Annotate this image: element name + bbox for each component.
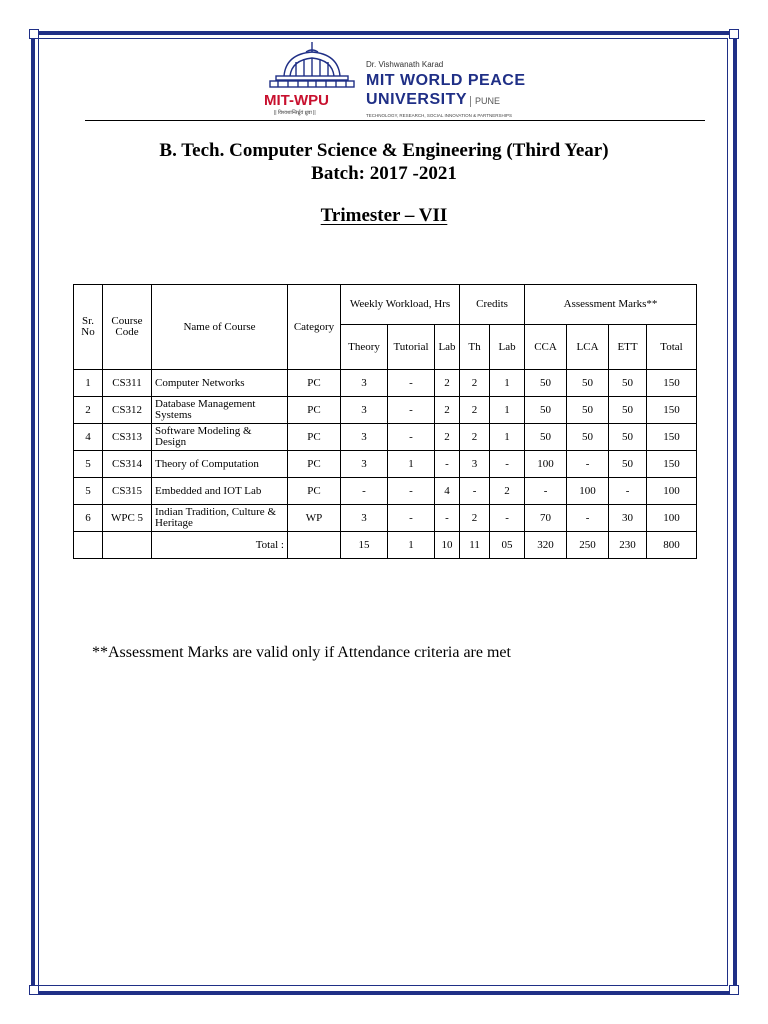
header-total: Total [647,325,697,370]
university-name-line2: UNIVERSITY [366,91,468,108]
border-corner [729,985,739,995]
cell-sr: 1 [74,370,103,397]
header-credit-lab: Lab [490,325,525,370]
cell-lab: - [435,451,460,478]
cell-ett: 50 [609,424,647,451]
cell-credit-lab: 1 [490,424,525,451]
cell-theory: 3 [341,397,388,424]
cell-lab: 2 [435,397,460,424]
total-ett: 230 [609,532,647,559]
cell-sr: 2 [74,397,103,424]
table-row [74,397,697,424]
cell-code: CS315 [103,478,152,505]
cell-theory: 3 [341,424,388,451]
header-theory: Theory [341,325,388,370]
cell-th: - [460,478,490,505]
cell-lab: 2 [435,370,460,397]
university-city: PUNE [470,96,500,107]
cell-ett: 50 [609,397,647,424]
cell-cca: - [525,478,567,505]
border-corner [29,29,39,39]
cell-th: 2 [460,505,490,532]
university-tagline: TECHNOLOGY, RESEARCH, SOCIAL INNOVATION & PARTNERSHIPS [366,113,512,118]
header-lab: Lab [435,325,460,370]
cell-course-name: Database Management Systems [152,397,288,424]
founder-name: Dr. Vishwanath Karad [366,60,444,69]
total-total: 800 [647,532,697,559]
header-assessment-marks: Assessment Marks** [525,285,697,325]
total-credit-lab: 05 [490,532,525,559]
cell-category: WP [288,505,341,532]
header-sr-no: Sr. No [74,285,103,370]
header-rule [85,120,705,121]
cell-code: CS311 [103,370,152,397]
cell-tutorial: - [388,478,435,505]
cell-th: 2 [460,424,490,451]
header-cca: CCA [525,325,567,370]
cell-theory: - [341,478,388,505]
cell-cca: 50 [525,397,567,424]
cell-credit-lab: 2 [490,478,525,505]
cell-credit-lab: - [490,451,525,478]
cell-credit-lab: 1 [490,370,525,397]
cell-course-name: Indian Tradition, Culture & Heritage [152,505,288,532]
cell-tutorial: - [388,370,435,397]
cell-total: 150 [647,370,697,397]
cell-lca: 50 [567,424,609,451]
cell-credit-lab: 1 [490,397,525,424]
cell-code: CS314 [103,451,152,478]
cell-total: 150 [647,424,697,451]
cell-code: WPC 5 [103,505,152,532]
cell-code: CS312 [103,397,152,424]
total-tutorial: 1 [388,532,435,559]
term-title [0,205,768,227]
cell-category: PC [288,451,341,478]
cell-th: 2 [460,370,490,397]
header-lca: LCA [567,325,609,370]
header-name-of-course: Name of Course [152,285,288,370]
header-category: Category [288,285,341,370]
cell-lca: 50 [567,370,609,397]
cell-total: 100 [647,478,697,505]
cell-category: PC [288,370,341,397]
total-theory: 15 [341,532,388,559]
border-corner [29,985,39,995]
total-cca: 320 [525,532,567,559]
total-lca: 250 [567,532,609,559]
cell-lab: 2 [435,424,460,451]
header-ett: ETT [609,325,647,370]
cell-cca: 50 [525,424,567,451]
cell-course-name: Theory of Computation [152,451,288,478]
cell-empty [103,532,152,559]
assessment-footnote: **Assessment Marks are valid only if Attendance criteria are met [92,644,511,661]
cell-category: PC [288,397,341,424]
total-lab: 10 [435,532,460,559]
cell-course-name: Embedded and IOT Lab [152,478,288,505]
cell-ett: - [609,478,647,505]
term-title-text: Trimester – VII [320,205,448,226]
cell-lca: 100 [567,478,609,505]
cell-theory: 3 [341,505,388,532]
cell-code: CS313 [103,424,152,451]
header-course-code: Course Code [103,285,152,370]
cell-credit-lab: - [490,505,525,532]
table-row [74,451,697,478]
cell-tutorial: - [388,424,435,451]
header-th: Th [460,325,490,370]
cell-theory: 3 [341,370,388,397]
course-table [73,284,697,559]
cell-lca: 50 [567,397,609,424]
university-logo [262,40,542,120]
cell-sr: 6 [74,505,103,532]
cell-empty [74,532,103,559]
cell-tutorial: 1 [388,451,435,478]
table-row [74,478,697,505]
university-name-line1: MIT WORLD PEACE [366,72,526,89]
cell-lca: - [567,505,609,532]
cell-th: 3 [460,451,490,478]
cell-theory: 3 [341,451,388,478]
total-th: 11 [460,532,490,559]
cell-tutorial: - [388,505,435,532]
totals-row [74,532,697,559]
header-credits: Credits [460,285,525,325]
logo-motto: || विश्वशान्तिर्ध्रुवं ध्रुवा || [274,110,316,116]
cell-th: 2 [460,397,490,424]
cell-lca: - [567,451,609,478]
cell-sr: 4 [74,424,103,451]
program-title: B. Tech. Computer Science & Engineering (Third Year) [159,140,609,161]
table-row [74,505,697,532]
cell-ett: 50 [609,370,647,397]
cell-total: 150 [647,451,697,478]
cell-tutorial: - [388,397,435,424]
cell-empty [288,532,341,559]
batch-title: Batch: 2017 -2021 [311,163,457,184]
dome-logo-icon [262,40,362,92]
cell-course-name: Software Modeling & Design [152,424,288,451]
mit-wpu-wordmark: MIT-WPU [264,92,329,109]
cell-total: 100 [647,505,697,532]
table-row [74,370,697,397]
cell-total: 150 [647,397,697,424]
cell-sr: 5 [74,451,103,478]
cell-cca: 100 [525,451,567,478]
header-weekly-workload: Weekly Workload, Hrs [341,285,460,325]
cell-cca: 70 [525,505,567,532]
cell-category: PC [288,478,341,505]
cell-category: PC [288,424,341,451]
cell-sr: 5 [74,478,103,505]
cell-ett: 30 [609,505,647,532]
cell-cca: 50 [525,370,567,397]
border-corner [729,29,739,39]
cell-lab: 4 [435,478,460,505]
header-tutorial: Tutorial [388,325,435,370]
cell-course-name: Computer Networks [152,370,288,397]
totals-label: Total : [152,532,288,559]
cell-ett: 50 [609,451,647,478]
cell-lab: - [435,505,460,532]
table-row [74,424,697,451]
